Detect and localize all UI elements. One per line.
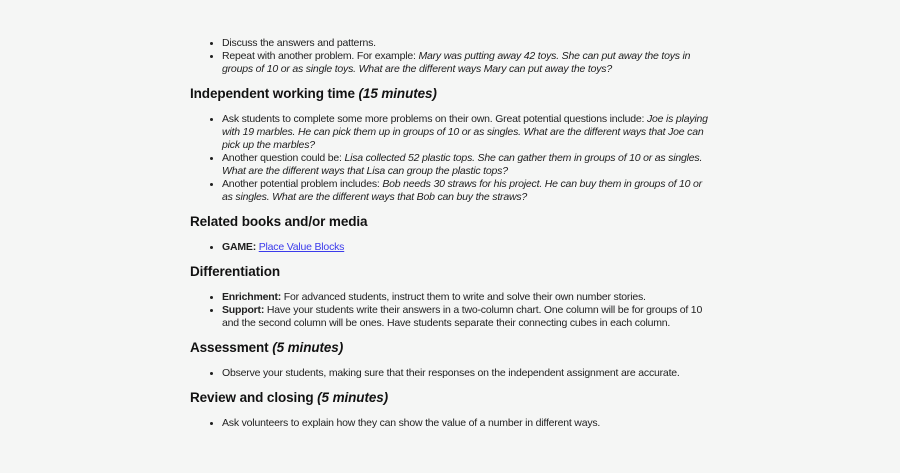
text-run: Enrichment: [222, 291, 284, 303]
text-run: Bob needs 30 straws for his project. He can buy them in groups of 10 or as singles. What are the different ways that Bob can buy the straws? [222, 178, 702, 203]
text-run: Discuss the answers and patterns. [222, 37, 376, 49]
text-run: Another potential problem includes: [222, 178, 383, 190]
text-run: (5 minutes) [272, 340, 344, 355]
text-run: (15 minutes) [358, 86, 437, 101]
text-run: Ask students to complete some more problems on their own. Great potential questions include: [222, 113, 647, 125]
bullet-item [222, 367, 712, 380]
text-run: Lisa collected 52 plastic tops. She can gather them in groups of 10 or as singles. What are the different ways that Lisa can group the plastic tops? [222, 152, 703, 177]
differentiation-bullets [190, 291, 712, 330]
bullet-item [222, 152, 712, 178]
text-run: Independent working time [190, 86, 359, 101]
text-run: Mary was putting away 42 toys. She can put away the toys in groups of 10 or as single toys. What are the different ways Mary can put away the toys? [222, 50, 691, 75]
text-run: Assessment [190, 340, 273, 355]
place-value-blocks-link[interactable]: Place Value Blocks [258, 241, 345, 253]
text-run: Joe is playing with 19 marbles. He can pick them up in groups of 10 or as singles. What are the different ways that Joe can pick up the marbles? [222, 113, 708, 151]
heading-independent-working-time [190, 87, 712, 101]
bullet-item [222, 50, 712, 76]
independent-working-time-bullets [190, 113, 712, 204]
heading-related-books-media [190, 215, 712, 229]
document-content [190, 37, 712, 430]
bullet-item [222, 417, 712, 430]
text-run: Another question could be: [222, 152, 345, 164]
text-run: Have your students write their answers in a two-column chart. One column will be for groups of 10 and the second column will be ones. Have students separate their connecting cubes in each column. [222, 304, 703, 329]
text-run: Review and closing [190, 390, 318, 405]
guided-practice-bullets [190, 37, 712, 76]
bullet-item [222, 178, 712, 204]
text-run: Repeat with another problem. For example: [222, 50, 419, 62]
text-run: Observe your students, making sure that their responses on the independent assignment are accurate. [222, 367, 680, 379]
bullet-item [222, 304, 712, 330]
bullet-item [222, 113, 712, 152]
related-media-bullets [190, 241, 712, 254]
assessment-bullets [190, 367, 712, 380]
text-run: Ask volunteers to explain how they can show the value of a number in different ways. [222, 417, 601, 429]
bullet-item [222, 37, 712, 50]
review-closing-bullets [190, 417, 712, 430]
text-run: For advanced students, instruct them to write and solve their own number stories. [283, 291, 646, 303]
bullet-item [222, 291, 712, 304]
heading-review-and-closing [190, 391, 712, 405]
heading-assessment [190, 341, 712, 355]
text-run: Related books and/or media [190, 214, 368, 229]
text-run: GAME: [222, 241, 259, 253]
bullet-item [222, 241, 712, 254]
heading-differentiation [190, 265, 712, 279]
text-run: Support: [222, 304, 267, 316]
text-run: (5 minutes) [317, 390, 389, 405]
text-run: Differentiation [190, 264, 281, 279]
